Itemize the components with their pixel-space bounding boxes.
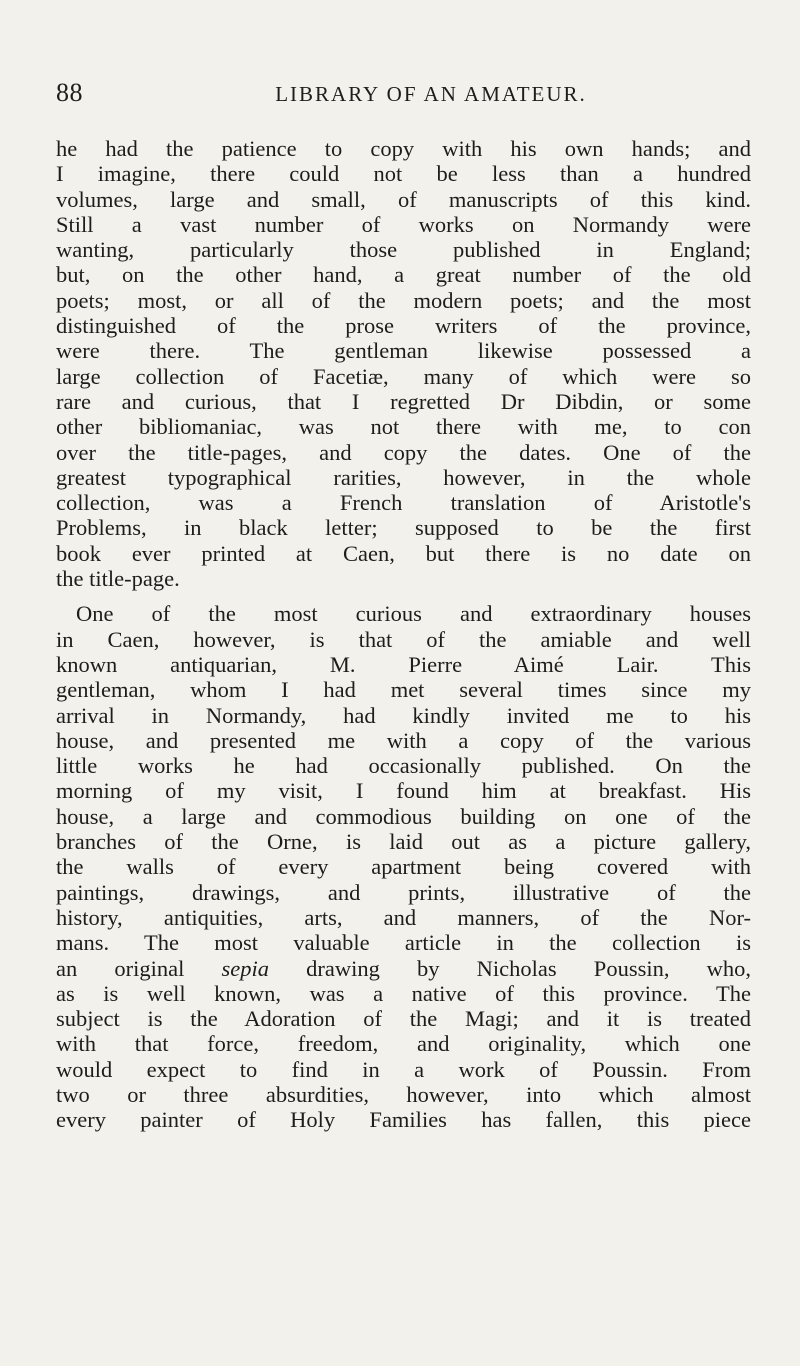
text-line: the title-page. <box>56 566 180 592</box>
text-line: One of the most curious and extraordinary houses <box>76 601 751 627</box>
text-line: poets; most, or all of the modern poets; and the most <box>56 287 751 313</box>
text-line: house, and presented me with a copy of the various <box>56 727 751 753</box>
text-line: house, a large and commodious building on one of the <box>56 803 751 829</box>
body-text <box>56 136 751 1133</box>
text-line: history, antiquities, arts, and manners, of the Nor- <box>56 904 751 930</box>
text-line: large collection of Facetiæ, many of which were so <box>56 363 751 389</box>
text-line: were there. The gentleman likewise possessed a <box>56 338 751 364</box>
text-line: but, on the other hand, a great number of the old <box>56 262 751 288</box>
text-line-sepia <box>56 956 751 981</box>
text-line: wanting, particularly those published in England; <box>56 237 751 263</box>
text-fragment: drawing by Nicholas Poussin, who, <box>269 955 751 981</box>
text-line: gentleman, whom I had met several times since my <box>56 677 751 703</box>
paragraph-2 <box>56 601 751 1132</box>
text-line: every painter of Holy Families has fallen, this piece <box>56 1107 751 1133</box>
text-line: distinguished of the prose writers of the province, <box>56 313 751 339</box>
page-number: 88 <box>56 78 83 107</box>
text-line: arrival in Normandy, had kindly invited me to his <box>56 702 751 728</box>
text-line: other bibliomaniac, was not there with me, to con <box>56 414 751 440</box>
paragraph-1 <box>56 136 751 591</box>
text-line: Still a vast number of works on Normandy were <box>56 211 751 237</box>
text-fragment: an original <box>56 955 222 981</box>
text-line: greatest typographical rarities, however, in the whole <box>56 464 751 490</box>
text-line: two or three absurdities, however, into which almost <box>56 1081 751 1107</box>
text-line: with that force, freedom, and originality, which one <box>56 1031 751 1057</box>
text-line: as is well known, was a native of this province. The <box>56 980 751 1006</box>
text-line: paintings, drawings, and prints, illustrative of the <box>56 879 751 905</box>
text-line: collection, was a French translation of Aristotle's <box>56 490 751 516</box>
italic-word: sepia <box>221 955 270 981</box>
text-line: book ever printed at Caen, but there is no date on <box>56 540 751 566</box>
text-line: over the title-pages, and copy the dates. One of the <box>56 439 751 465</box>
text-line: known antiquarian, M. Pierre Aimé Lair. This <box>56 651 751 677</box>
text-line: the walls of every apartment being covered with <box>56 854 751 880</box>
running-head: LIBRARY OF AN AMATEUR. <box>275 82 587 106</box>
page-header <box>56 78 746 114</box>
text-line: volumes, large and small, of manuscripts of this kind. <box>56 186 751 212</box>
text-line: little works he had occasionally published. On the <box>56 753 751 779</box>
text-line: branches of the Orne, is laid out as a picture gallery, <box>56 829 751 855</box>
text-line: would expect to find in a work of Poussin. From <box>56 1056 751 1082</box>
text-line: Problems, in black letter; supposed to be the first <box>56 515 751 541</box>
text-line: in Caen, however, is that of the amiable and well <box>56 626 751 652</box>
text-line: morning of my visit, I found him at breakfast. His <box>56 778 751 804</box>
text-line: mans. The most valuable article in the collection is <box>56 930 751 956</box>
text-line: I imagine, there could not be less than a hundred <box>56 161 751 187</box>
text-line: subject is the Adoration of the Magi; and it is treated <box>56 1006 751 1032</box>
text-line: rare and curious, that I regretted Dr Dibdin, or some <box>56 388 751 414</box>
text-line: he had the patience to copy with his own hands; and <box>56 136 751 161</box>
